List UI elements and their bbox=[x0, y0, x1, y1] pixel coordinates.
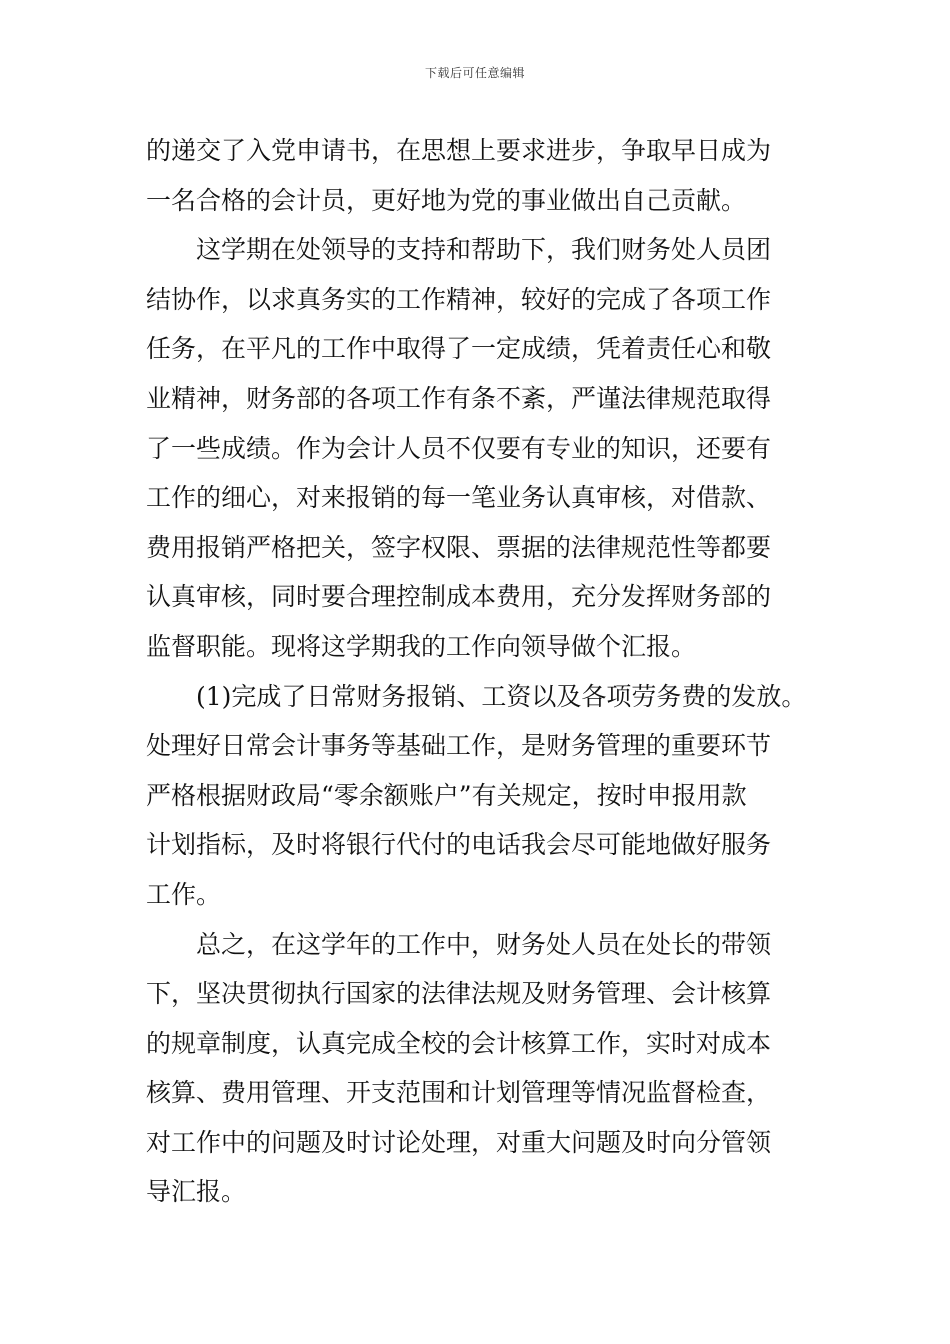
text-line: 认真审核，同时要合理控制成本费用，充分发挥财务部的 bbox=[146, 582, 772, 612]
text-line: 总之，在这学年的工作中，财务处人员在处长的带领 bbox=[146, 929, 772, 959]
text-line: 任务，在平凡的工作中取得了一定成绩，凭着责任心和敬 bbox=[146, 334, 772, 364]
document-body bbox=[146, 126, 826, 1217]
text-line: 工作的细心，对来报销的每一笔业务认真审核，对借款、 bbox=[146, 483, 772, 513]
text-line: 的递交了入党申请书，在思想上要求进步，争取早日成为 bbox=[146, 136, 772, 165]
text-line: 业精神，财务部的各项工作有条不紊，严谨法律规范取得 bbox=[146, 383, 772, 413]
text-line: 结协作，以求真务实的工作精神，较好的完成了各项工作 bbox=[146, 284, 772, 314]
text-line: 下，坚决贯彻执行国家的法律法规及财务管理、会计核算 bbox=[146, 979, 772, 1009]
text-line: 计划指标，及时将银行代付的电话我会尽可能地做好服务 bbox=[146, 830, 772, 860]
text-line: 导汇报。 bbox=[146, 1177, 247, 1207]
text-line: (1)完成了日常财务报销、工资以及各项劳务费的发放。 bbox=[146, 681, 807, 711]
text-line: 费用报销严格把关，签字权限、票据的法律规范性等都要 bbox=[146, 532, 772, 562]
text-line: 了一些成绩。作为会计人员不仅要有专业的知识，还要有 bbox=[146, 433, 772, 463]
text-line: 的规章制度，认真完成全校的会计核算工作，实时对成本 bbox=[146, 1028, 772, 1058]
text-line: 核算、费用管理、开支范围和计划管理等情况监督检查， bbox=[146, 1078, 772, 1108]
text-line: 监督职能。现将这学期我的工作向领导做个汇报。 bbox=[146, 631, 697, 661]
text-line: 工作。 bbox=[146, 879, 222, 909]
text-line: 对工作中的问题及时讨论处理，对重大问题及时向分管领 bbox=[146, 1127, 772, 1157]
text-line: 这学期在处领导的支持和帮助下，我们财务处人员团 bbox=[146, 235, 772, 265]
page-header: 下载后可任意编辑 bbox=[424, 66, 525, 80]
text-line: 处理好日常会计事务等基础工作，是财务管理的重要环节 bbox=[146, 731, 772, 761]
text-line: 一名合格的会计员，更好地为党的事业做出自己贡献。 bbox=[146, 185, 747, 215]
text-line: 严格根据财政局“零余额账户”有关规定，按时申报用款 bbox=[146, 780, 747, 810]
